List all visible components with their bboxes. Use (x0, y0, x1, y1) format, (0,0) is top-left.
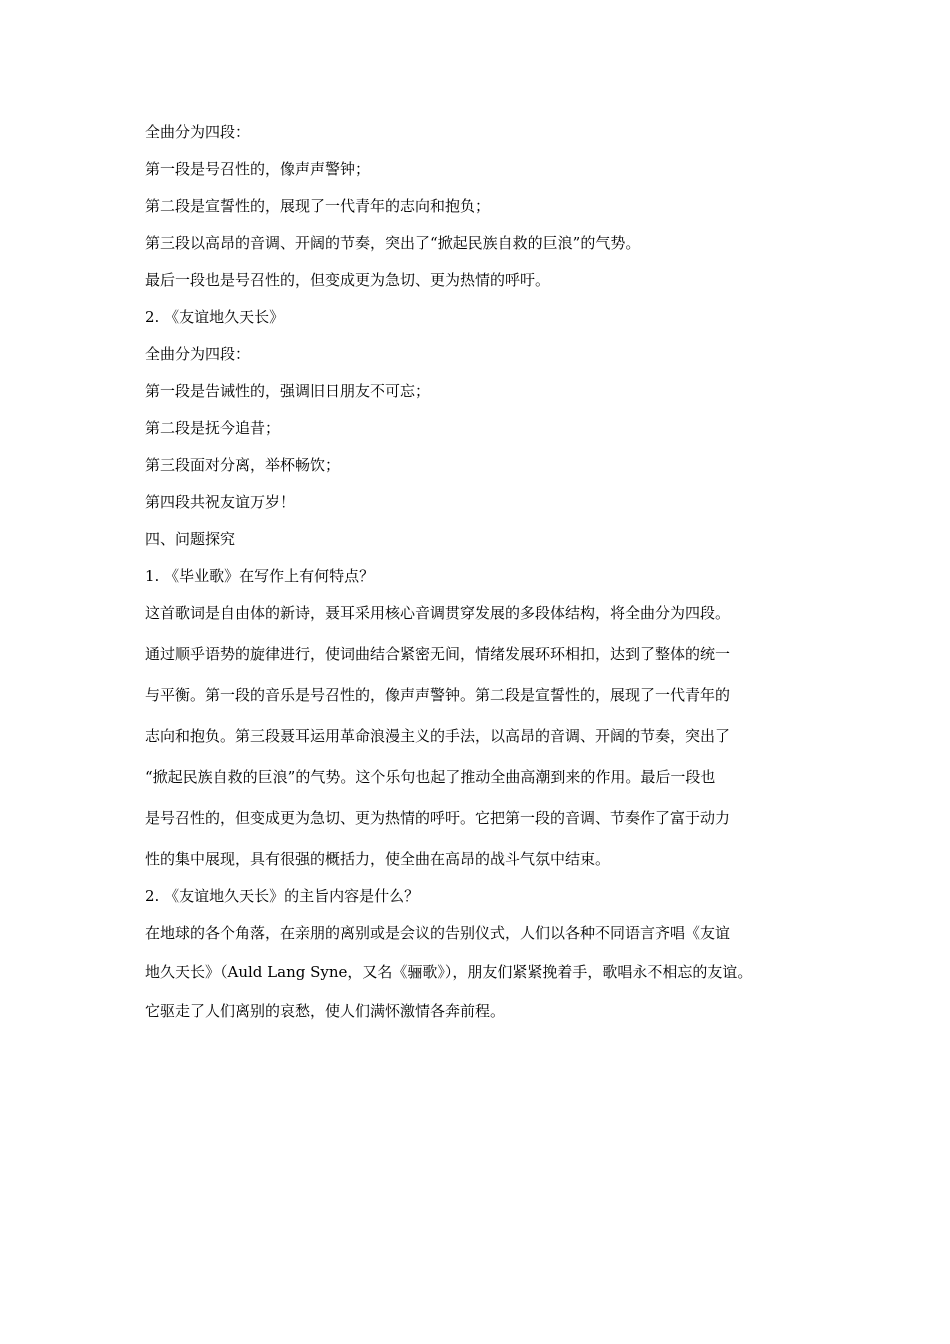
answer-1-line: 性的集中展现，具有很强的概括力，使全曲在高昂的战斗气氛中结束。 (145, 850, 611, 868)
answer-2-line: 在地球的各个角落，在亲朋的离别或是会议的告别仪式，人们以各种不同语言齐唱《友谊 (145, 924, 731, 942)
answer-1-line: 这首歌词是自由体的新诗，聂耳采用核心音调贯穿发展的多段体结构，将全曲分为四段。 (145, 604, 731, 622)
section-one-intro: 全曲分为四段： (145, 123, 251, 141)
section-two-item-2: 第二段是抚今追昔； (145, 419, 281, 437)
answer-1-paragraph (145, 603, 825, 870)
question-1: 1. 《毕业歌》在写作上有何特点？ (145, 567, 375, 585)
answer-1-line: 通过顺乎语势的旋律进行，使词曲结合紧密无间，情绪发展环环相扣，达到了整体的统一 (145, 645, 731, 663)
section-one-item-2: 第二段是宣誓性的，展现了一代青年的志向和抱负； (145, 197, 491, 215)
section-one-item-4: 最后一段也是号召性的，但变成更为急切、更为热情的呼吁。 (145, 271, 551, 289)
question-2: 2. 《友谊地久天长》的主旨内容是什么？ (145, 887, 420, 905)
answer-1-line: “掀起民族自救的巨浪”的气势。这个乐句也起了推动全曲高潮到来的作用。最后一段也 (145, 768, 716, 786)
section-two-item-4: 第四段共祝友谊万岁！ (145, 493, 296, 511)
section-one-item-1: 第一段是号召性的，像声声警钟； (145, 160, 371, 178)
answer-2-line: 地久天长》（Auld Lang Syne，又名《骊歌》），朋友们紧紧挽着手，歌唱永不相忘的友谊。 (145, 963, 753, 981)
section-two-intro: 全曲分为四段： (145, 345, 251, 363)
answer-1-line: 是号召性的，但变成更为急切、更为热情的呼吁。它把第一段的音调、节奏作了富于动力 (145, 809, 731, 827)
document-body (145, 122, 825, 1040)
answer-2-line: 它驱走了人们离别的哀愁，使人们满怀激情各奔前程。 (145, 1002, 506, 1020)
section-two-item-1: 第一段是告诫性的，强调旧日朋友不可忘； (145, 382, 431, 400)
answer-1-line: 与平衡。第一段的音乐是号召性的，像声声警钟。第二段是宣誓性的，展现了一代青年的 (145, 686, 731, 704)
answer-1-line: 志向和抱负。第三段聂耳运用革命浪漫主义的手法，以高昂的音调、开阔的节奏，突出了 (145, 727, 731, 745)
section-two-item-3: 第三段面对分离，举杯畅饮； (145, 456, 341, 474)
part-four-heading: 四、问题探究 (145, 530, 236, 548)
section-two-heading: 2. 《友谊地久天长》 (145, 308, 285, 326)
answer-2-paragraph (145, 923, 825, 1022)
section-one-item-3: 第三段以高昂的音调、开阔的节奏，突出了“掀起民族自救的巨浪”的气势。 (145, 234, 641, 252)
